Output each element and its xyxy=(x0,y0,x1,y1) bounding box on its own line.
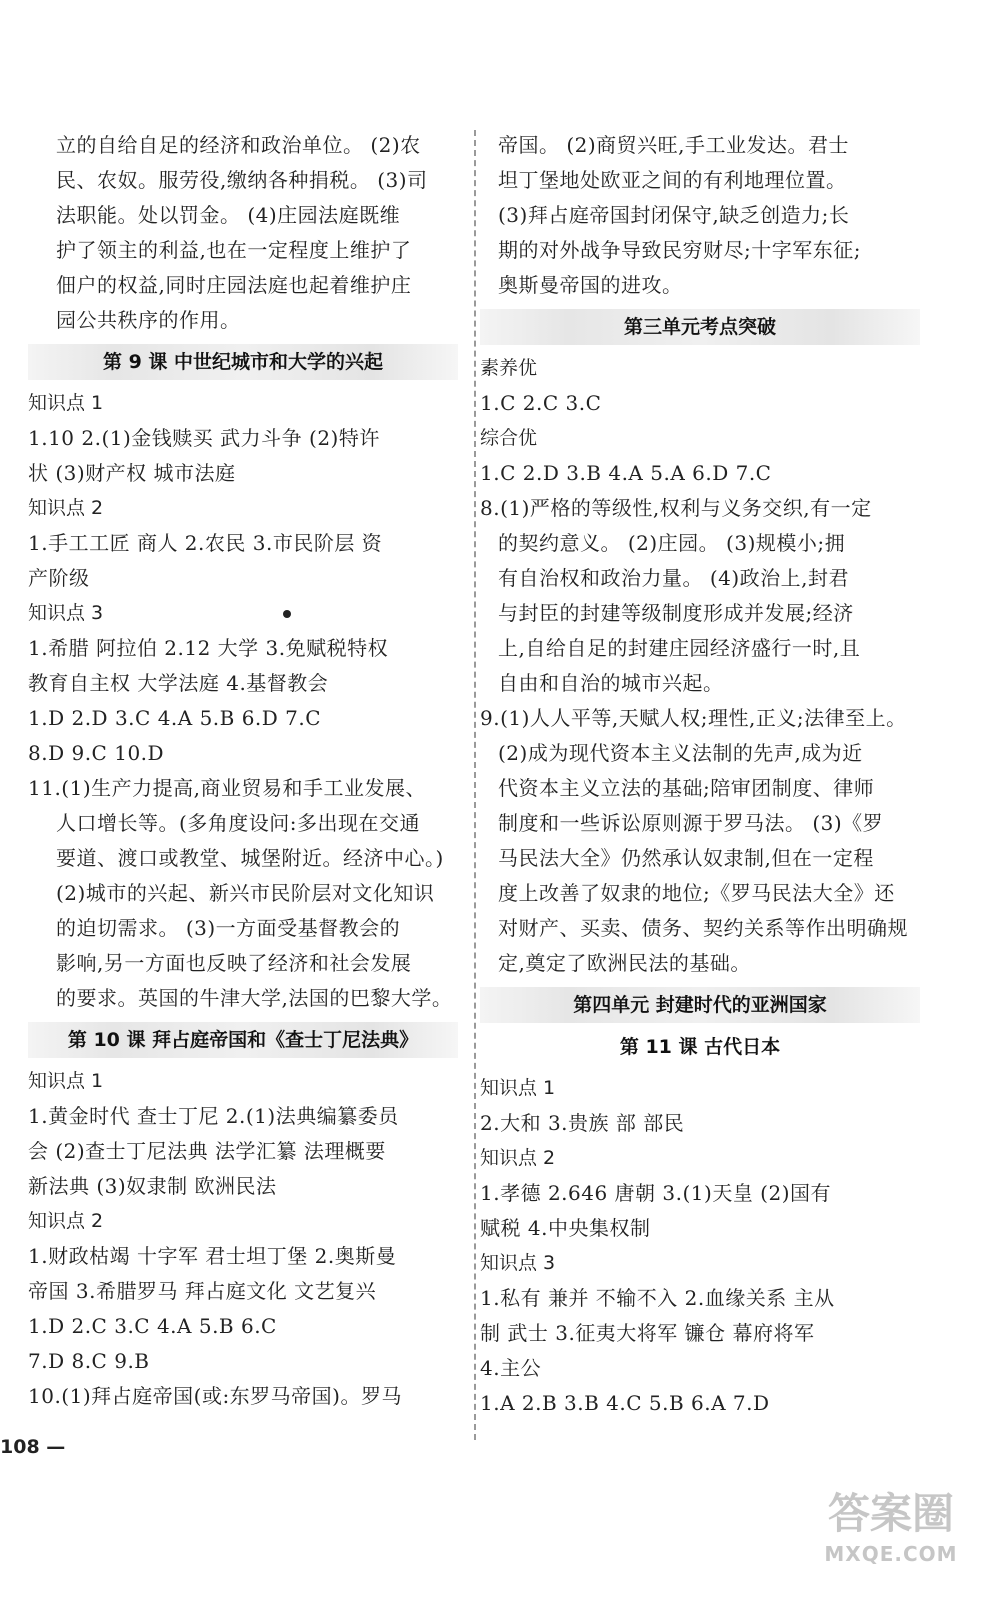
watermark-logo xyxy=(806,1486,976,1586)
section-label: 知识点 1 xyxy=(28,1070,104,1092)
answer-line: 佃户的权益,同时庄园法庭也起着维护庄 xyxy=(56,273,412,297)
answer-line: 园公共秩序的作用。 xyxy=(56,308,241,332)
answer-line: 度上改善了奴隶的地位;《罗马民法大全》还 xyxy=(498,881,895,905)
answer-line: 帝国。 (2)商贸兴旺,手工业发达。君士 xyxy=(498,133,850,157)
answer-line: 状 (3)财产权 城市法庭 xyxy=(28,461,236,485)
answer-line: 的契约意义。 (2)庄园。 (3)规模小;拥 xyxy=(498,531,846,555)
answer-line: 帝国 3.希腊罗马 拜占庭文化 文艺复兴 xyxy=(28,1279,377,1303)
answer-line: 制 武士 3.征夷大将军 镰仓 幕府将军 xyxy=(480,1321,815,1345)
answer-line: 赋税 4.中央集权制 xyxy=(480,1216,651,1240)
ink-dot xyxy=(283,610,291,618)
section-label: 知识点 1 xyxy=(480,1077,556,1099)
answer-line: 1.私有 兼并 不输不入 2.血缘关系 主从 xyxy=(480,1286,835,1310)
lesson-title: 第 11 课 古代日本 xyxy=(619,1036,781,1058)
answer-line: 影响,另一方面也反映了经济和社会发展 xyxy=(56,951,412,975)
answer-line: 奥斯曼帝国的进攻。 xyxy=(498,273,683,297)
answer-line: 1.D 2.D 3.C 4.A 5.B 6.D 7.C xyxy=(28,706,322,730)
answer-line: 11.(1)生产力提高,商业贸易和手工业发展、 xyxy=(28,776,426,800)
answer-line: 制度和一些诉讼原则源于罗马法。 (3)《罗 xyxy=(498,811,884,835)
answer-line: 1.黄金时代 查士丁尼 2.(1)法典编纂委员 xyxy=(28,1104,399,1128)
answer-line: 1.财政枯竭 十字军 君士坦丁堡 2.奥斯曼 xyxy=(28,1244,397,1268)
answer-line: 教育自主权 大学法庭 4.基督教会 xyxy=(28,671,329,695)
answer-line: 护了领主的利益,也在一定程度上维护了 xyxy=(56,238,412,262)
answer-line: 1.10 2.(1)金钱赎买 武力斗争 (2)特许 xyxy=(28,426,380,450)
answer-line: 的迫切需求。 (3)一方面受基督教会的 xyxy=(56,916,401,940)
answer-line: 1.孝德 2.646 唐朝 3.(1)天皇 (2)国有 xyxy=(480,1181,832,1205)
answer-line: 自由和自治的城市兴起。 xyxy=(498,671,724,695)
answer-line: 会 (2)查士丁尼法典 法学汇纂 法理概要 xyxy=(28,1139,386,1163)
lesson-title: 第 10 课 拜占庭帝国和《查士丁尼法典》 xyxy=(28,1022,458,1058)
section-label: 知识点 3 xyxy=(480,1252,556,1274)
answer-line: 新法典 (3)奴隶制 欧洲民法 xyxy=(28,1174,277,1198)
answer-line: 1.C 2.C 3.C xyxy=(480,391,602,415)
section-label: 知识点 2 xyxy=(28,497,104,519)
answer-line: 的要求。英国的牛津大学,法国的巴黎大学。 xyxy=(56,986,453,1010)
answer-line: 坦丁堡地处欧亚之间的有利地理位置。 xyxy=(498,168,847,192)
answer-line: 8.D 9.C 10.D xyxy=(28,741,165,765)
answer-line: 要道、渡口或教堂、城堡附近。经济中心。) xyxy=(56,846,444,870)
answer-line: 民、农奴。服劳役,缴纳各种捐税。 (3)司 xyxy=(56,168,428,192)
answer-line: 2.大和 3.贵族 部 部民 xyxy=(480,1111,685,1135)
section-label: 知识点 1 xyxy=(28,392,104,414)
answer-line: 8.(1)严格的等级性,权利与义务交织,有一定 xyxy=(480,496,872,520)
answer-line: 4.主公 xyxy=(480,1356,542,1380)
unit-title: 第三单元考点突破 xyxy=(480,309,920,345)
answer-line: 有自治权和政治力量。 (4)政治上,封君 xyxy=(498,566,850,590)
watermark-title: 答案圈 xyxy=(827,1489,954,1538)
answer-line: 上,自给自足的封建庄园经济盛行一时,且 xyxy=(498,636,861,660)
answer-line: 人口增长等。(多角度设问:多出现在交通 xyxy=(56,811,421,835)
answer-line: 1.希腊 阿拉伯 2.12 大学 3.免赋税特权 xyxy=(28,636,389,660)
right-column xyxy=(480,128,920,1421)
answer-line: 对财产、买卖、债务、契约关系等作出明确规 xyxy=(498,916,908,940)
answer-line: 代资本主义立法的基础;陪审团制度、律师 xyxy=(498,776,875,800)
lesson-title: 第 9 课 中世纪城市和大学的兴起 xyxy=(28,344,458,380)
page-number: 108 — xyxy=(0,1436,66,1458)
answer-line: 与封臣的封建等级制度形成并发展;经济 xyxy=(498,601,854,625)
section-label: 知识点 2 xyxy=(480,1147,556,1169)
unit-title: 第四单元 封建时代的亚洲国家 xyxy=(480,987,920,1023)
section-label: 知识点 2 xyxy=(28,1210,104,1232)
answer-line: (2)成为现代资本主义法制的先声,成为近 xyxy=(498,741,863,765)
answer-line: 产阶级 xyxy=(28,566,90,590)
answer-line: 期的对外战争导致民穷财尽;十字军东征; xyxy=(498,238,861,262)
answer-line: 定,奠定了欧洲民法的基础。 xyxy=(498,951,751,975)
column-divider xyxy=(474,130,476,1440)
answer-line: 1.手工工匠 商人 2.农民 3.市民阶层 资 xyxy=(28,531,383,555)
answer-line: 法职能。处以罚金。 (4)庄园法庭既维 xyxy=(56,203,401,227)
answer-line: (2)城市的兴起、新兴市民阶层对文化知识 xyxy=(56,881,435,905)
answer-line: 1.C 2.D 3.B 4.A 5.A 6.D 7.C xyxy=(480,461,772,485)
section-label: 知识点 3 xyxy=(28,602,104,624)
watermark-url: MXQE.COM xyxy=(824,1542,958,1566)
answer-line: 1.A 2.B 3.B 4.C 5.B 6.A 7.D xyxy=(480,1391,770,1415)
section-label: 综合优 xyxy=(480,427,538,449)
answer-line: 马民法大全》仍然承认奴隶制,但在一定程 xyxy=(498,846,874,870)
section-label: 素养优 xyxy=(480,357,538,379)
answer-line: 立的自给自足的经济和政治单位。 (2)农 xyxy=(56,133,421,157)
answer-line: 7.D 8.C 9.B xyxy=(28,1349,150,1373)
left-column xyxy=(28,128,458,1414)
answer-line: 9.(1)人人平等,天赋人权;理性,正义;法律至上。 xyxy=(480,706,907,730)
answer-line: 1.D 2.C 3.C 4.A 5.B 6.C xyxy=(28,1314,277,1338)
answer-line: (3)拜占庭帝国封闭保守,缺乏创造力;长 xyxy=(498,203,850,227)
answer-line: 10.(1)拜占庭帝国(或:东罗马帝国)。罗马 xyxy=(28,1384,402,1408)
